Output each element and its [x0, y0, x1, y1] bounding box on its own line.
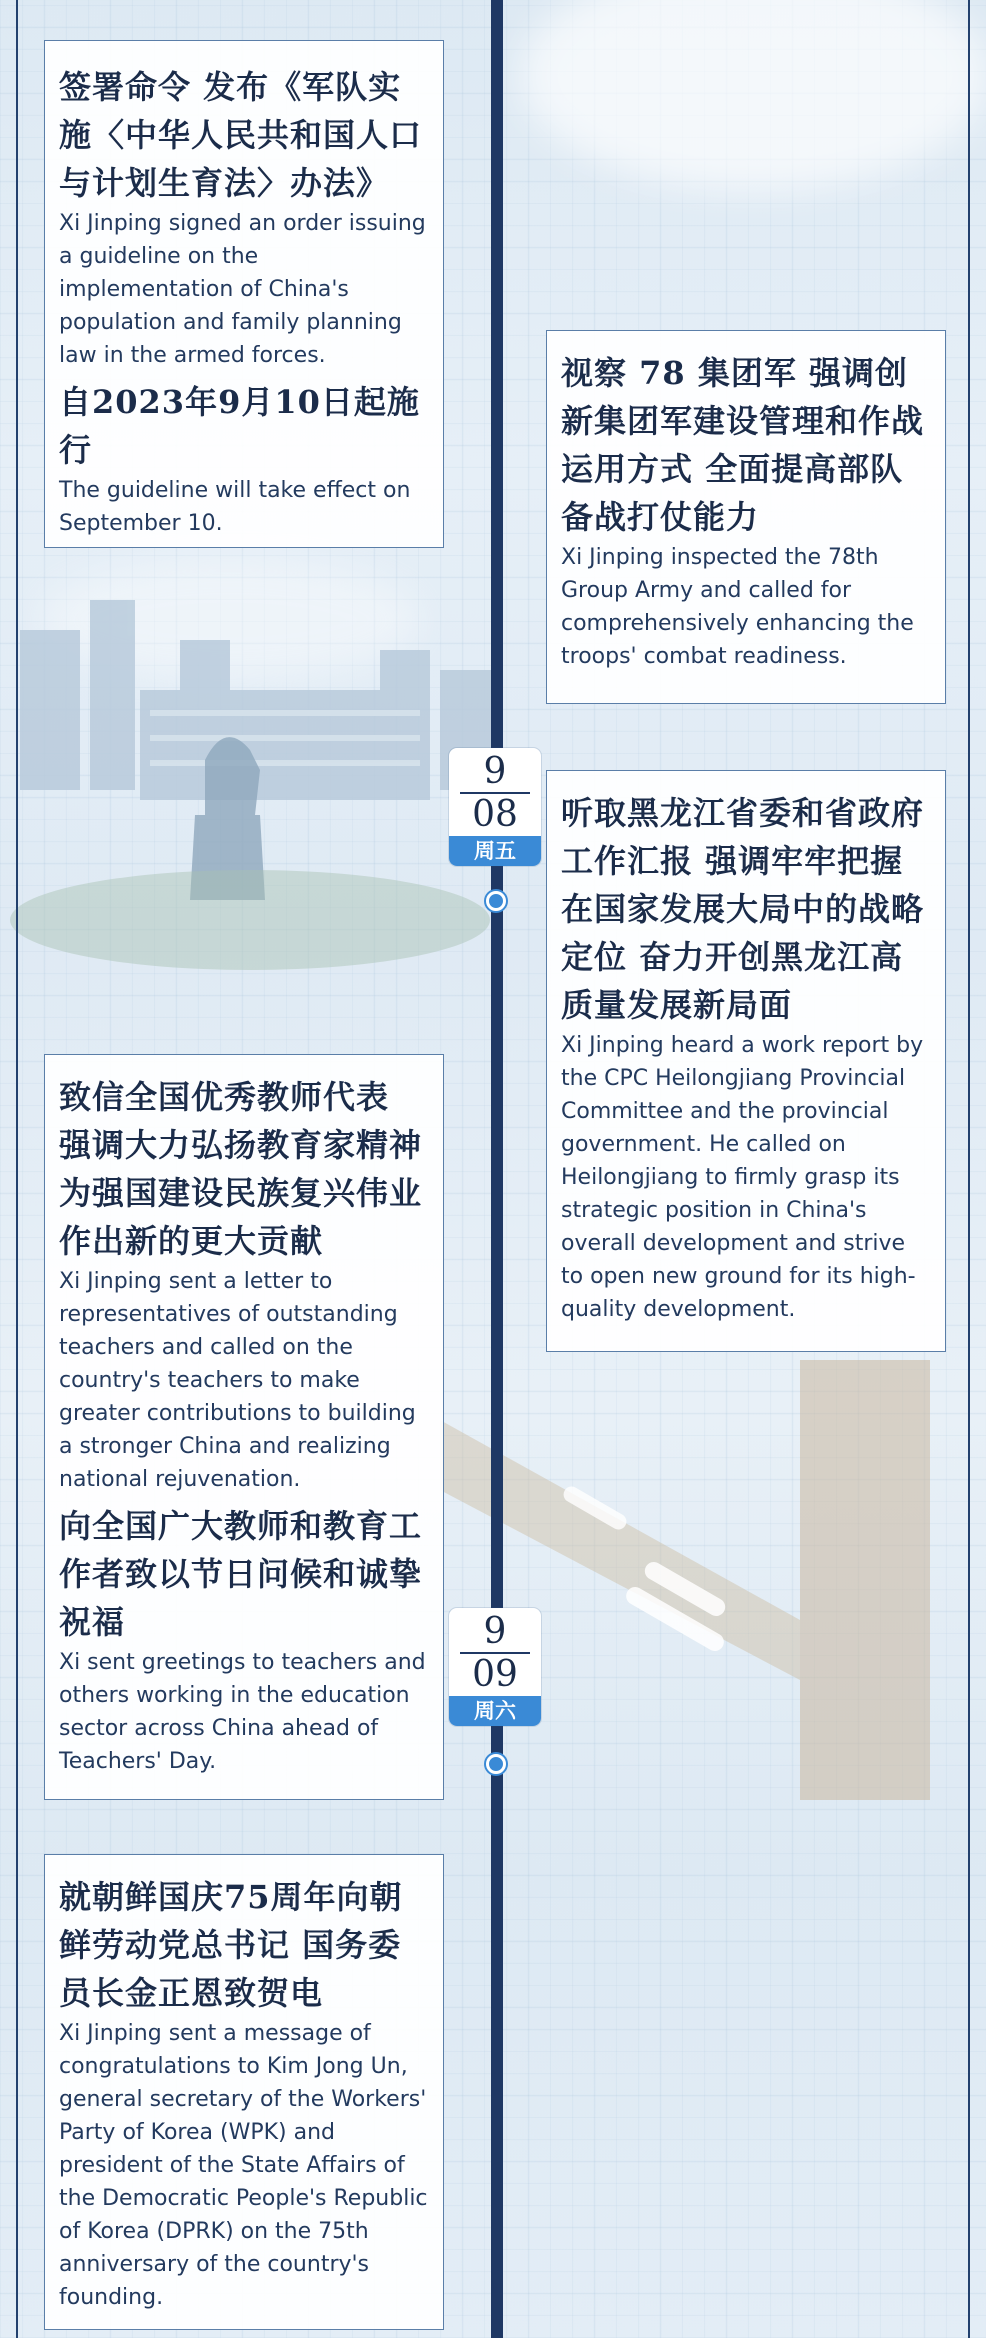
date-badge-0909 — [449, 1608, 541, 1726]
left-frame-line — [16, 0, 18, 2338]
summary-en: Xi Jinping inspected the 78th Group Army and called for comprehensively enhancing the troops' combat readiness. — [561, 545, 914, 669]
headline-zh-2: 向全国广大教师和教育工作者致以节日问候和诚挚祝福 — [59, 1507, 423, 1641]
date-month: 9 — [483, 1611, 507, 1652]
right-frame-line — [968, 0, 970, 2338]
sky-cloud — [520, 0, 986, 190]
date-day: 08 — [472, 794, 518, 835]
city-statue-illustration — [0, 560, 520, 980]
summary-en-2: Xi sent greetings to teachers and others working in the education sector across China ahead of Teachers' Day. — [59, 1650, 426, 1774]
summary-en: Xi Jinping sent a letter to representatives of outstanding teachers and called on the country's teachers to make greater contributions to building a stronger China and realizing national rejuvenation. — [59, 1269, 416, 1492]
news-card-78th-group-army — [546, 330, 946, 704]
summary-en: Xi Jinping sent a message of congratulations to Kim Jong Un, general secretary of the Workers' Party of Korea (WPK) and president of the State Affairs of the Democratic People's Republic of Korea (DPRK) on the 75th anniversary of the country's founding. — [59, 2021, 428, 2310]
timeline-axis — [491, 0, 503, 2338]
date-month: 9 — [483, 751, 507, 792]
headline-zh: 致信全国优秀教师代表 强调大力弘扬教育家精神 为强国建设民族复兴伟业作出新的更大贡献 — [59, 1078, 423, 1260]
news-card-dprk-congratulations — [44, 1854, 444, 2330]
date-day: 09 — [472, 1654, 518, 1695]
summary-en: Xi Jinping heard a work report by the CPC Heilongjiang Provincial Committee and the provincial government. He called on Heilongjiang to firmly grasp its strategic position in China's overall development and strive to open new ground for its high-quality development. — [561, 1033, 924, 1322]
timeline-dot — [486, 1754, 506, 1774]
timeline-dot — [486, 891, 506, 911]
headline-zh: 就朝鲜国庆75周年向朝鲜劳动党总书记 国务委员长金正恩致贺电 — [59, 1878, 403, 2012]
news-card-teachers-letter — [44, 1054, 444, 1800]
headline-zh: 签署命令 发布《军队实施〈中华人民共和国人口与计划生育法〉办法》 — [59, 68, 423, 202]
date-weekday: 周六 — [449, 1696, 541, 1726]
headline-zh-2: 自2023年9月10日起施行 — [59, 383, 420, 469]
summary-en-2: The guideline will take effect on September 10. — [59, 478, 411, 536]
news-card-military-population-guideline — [44, 40, 444, 548]
headline-zh: 视察 78 集团军 强调创新集团军建设管理和作战运用方式 全面提高部队备战打仗能力 — [561, 354, 925, 536]
date-weekday: 周五 — [449, 836, 541, 866]
headline-zh: 听取黑龙江省委和省政府工作汇报 强调牢牢把握在国家发展大局中的战略定位 奋力开创黑龙江高质量发展新局面 — [561, 794, 925, 1024]
news-card-heilongjiang-report — [546, 770, 946, 1352]
summary-en: Xi Jinping signed an order issuing a guideline on the implementation of China's population and family planning law in the armed forces. — [59, 211, 426, 368]
date-badge-0908 — [449, 748, 541, 866]
